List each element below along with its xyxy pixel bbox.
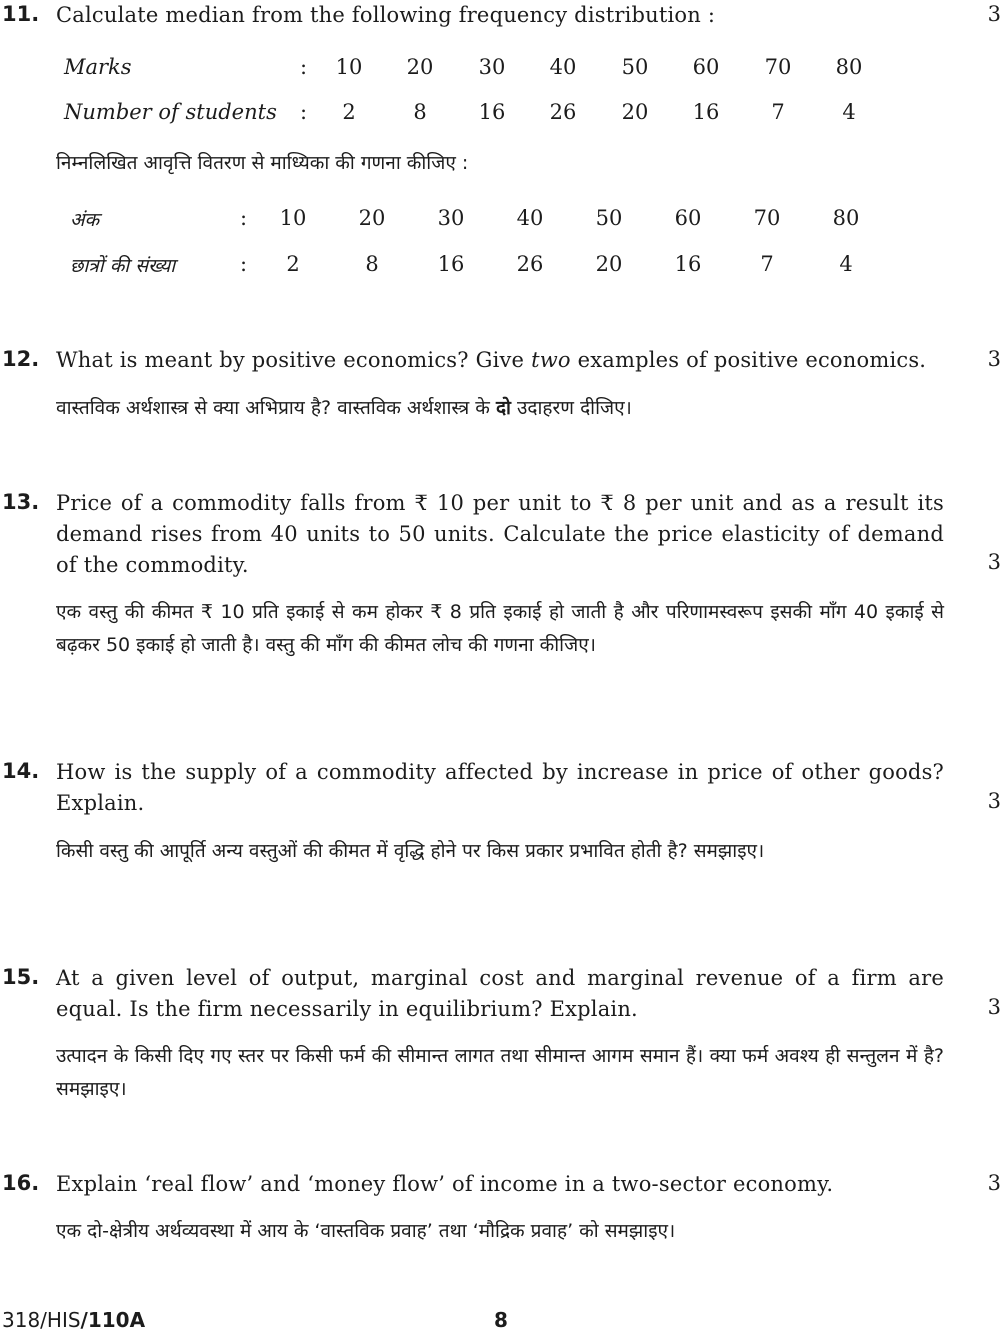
marks: 3: [987, 789, 1001, 813]
question-number: 12.: [2, 347, 40, 371]
question-text-en: How is the supply of a commodity affected by increase in price of other goods? Explain.: [56, 760, 944, 815]
row-label: Number of students: [64, 100, 277, 124]
row-label: अंक: [70, 209, 100, 231]
question-text-hi: एक दो-क्षेत्रीय अर्थव्यवस्था में आय के ‘वास्तविक प्रवाह’ तथा ‘मौद्रिक प्रवाह’ को समझाइए।: [56, 1220, 676, 1242]
row-label: छात्रों की संख्या: [70, 255, 176, 277]
question-text-hi: उत्पादन के किसी दिए गए स्तर पर किसी फर्म की सीमान्त लागत तथा सीमान्त आगम समान हैं। क्या फर्म अवश्य ही सन्तुलन में है? समझाइए।: [56, 1045, 944, 1100]
marks: 3: [987, 550, 1001, 574]
question-text-en: Explain ‘real flow’ and ‘money flow’ of income in a two-sector economy.: [56, 1172, 834, 1196]
marks: 3: [987, 2, 1001, 26]
question-number: 16.: [2, 1171, 40, 1195]
marks: 3: [987, 347, 1001, 371]
question-text-en: At a given level of output, marginal cost and marginal revenue of a firm are equal. Is the firm necessarily in equilibrium? Explain.: [56, 966, 944, 1021]
question-number: 14.: [2, 759, 40, 783]
question-text-hi: किसी वस्तु की आपूर्ति अन्य वस्तुओं की कीमत में वृद्धि होने पर किस प्रकार प्रभावित होती है? समझाइए।: [56, 840, 765, 862]
page-number: 8: [494, 1308, 508, 1332]
question-text-en: What is meant by positive economics? Give two examples of positive economics.: [56, 348, 927, 372]
marks: 3: [987, 1171, 1001, 1195]
question-text-hi: एक वस्तु की कीमत ₹ 10 प्रति इकाई से कम होकर ₹ 8 प्रति इकाई हो जाती है और परिणामस्वरूप इसकी माँग 40 इकाई से बढ़कर 50 इकाई हो जाती है। वस्तु की माँग की कीमत लोच की गणना कीजिए।: [56, 601, 944, 656]
question-number: 13.: [2, 490, 40, 514]
question-text-en: Price of a commodity falls from ₹ 10 per unit to ₹ 8 per unit and as a result its demand rises from 40 units to 50 units. Calculate the price elasticity of demand of the commodity.: [56, 491, 944, 577]
paper-code: 318/HIS/110A: [2, 1308, 146, 1332]
question-number: 11.: [2, 2, 40, 26]
marks: 3: [987, 995, 1001, 1019]
question-text-hi: वास्तविक अर्थशास्त्र से क्या अभिप्राय है? वास्तविक अर्थशास्त्र के दो उदाहरण दीजिए।: [56, 397, 632, 419]
question-number: 15.: [2, 965, 40, 989]
question-text-en: Calculate median from the following frequency distribution :: [56, 3, 716, 27]
question-text-hi: निम्नलिखित आवृत्ति वितरण से माध्यिका की गणना कीजिए :: [56, 152, 469, 174]
row-label: Marks: [64, 55, 132, 79]
